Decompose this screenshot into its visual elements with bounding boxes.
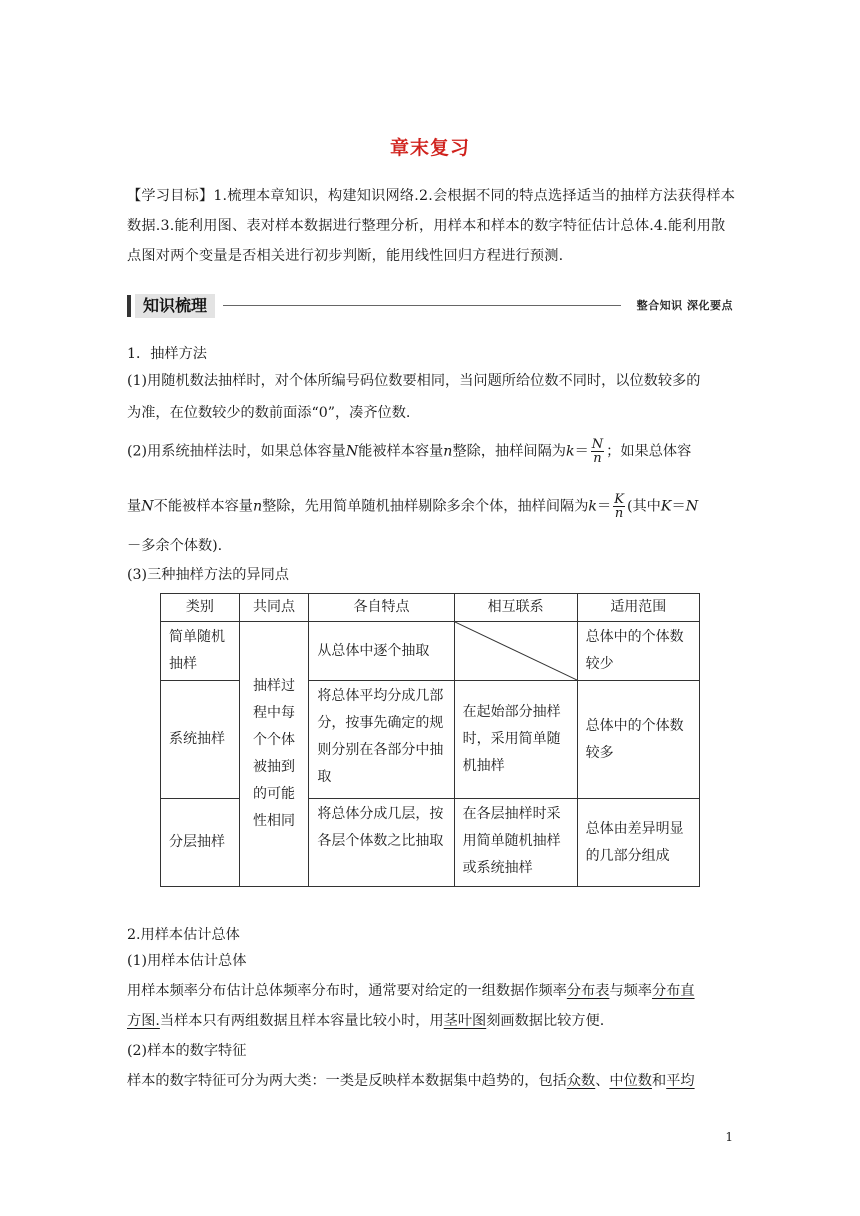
s1-p4: －多余个体数). [127,538,223,554]
cell-feature: 将总体分成几层，按各层个体数之比抽取 [309,799,454,887]
answer-blank: 分布表 [566,983,610,999]
text: 和 [652,1073,667,1089]
equals-sign: ＝ [671,498,686,515]
page-title: 章末复习 [389,137,470,159]
s2-sub2: (2)样本的数字特征 [127,1043,247,1059]
s1-p5: (3)三种抽样方法的异同点 [127,567,289,583]
goals-tag: 【学习目标】 [127,188,214,204]
s1-heading: 1．抽样方法 [127,346,207,362]
s2-line2 [127,1010,737,1032]
text: (2)用系统抽样法时，如果总体容量 [127,443,346,460]
learning-goals [127,181,737,271]
var-n: n [252,498,263,515]
s2-line3 [127,1070,737,1092]
section-marker [127,295,131,317]
table-header-row [161,594,700,622]
s1-p2 [127,438,737,465]
cell-type: 系统抽样 [161,681,240,799]
cell-relation-empty [454,622,577,681]
page-number: 1 [725,1130,733,1144]
table-header: 适用范围 [577,594,699,622]
cell-feature: 从总体中逐个抽取 [309,622,454,681]
var-K: K [660,498,672,515]
diagonal-slash [455,622,577,680]
cell-common: 抽样过程中每个个体被抽到的可能性相同 [239,622,309,887]
fraction-numerator: N [591,437,604,452]
table-header: 各自特点 [309,594,454,622]
text: 不能被样本容量 [153,498,253,515]
var-N: N [685,498,699,515]
table-header: 类别 [161,594,240,622]
section-subtitle: 整合知识 深化要点 [636,299,733,312]
table-header: 共同点 [239,594,309,622]
s1-p1-line2: 为准，在位数较少的数前面添“0”，凑齐位数. [127,405,411,421]
cell-scope: 总体中的个体数较少 [577,622,699,681]
cell-type: 简单随机抽样 [161,622,240,681]
text: 与频率 [609,983,652,999]
text: 样本的数字特征可分为两大类：一类是反映样本数据集中趋势的，包括 [127,1073,567,1089]
answer-blank: 方图. [127,1013,160,1029]
equals-sign: ＝ [574,443,589,460]
cell-scope: 总体由差异明显的几部分组成 [577,799,699,887]
goals-text: 1.梳理本章知识，构建知识网络.2.会根据不同的特点选择适当的抽样方法获得样本数据.3.能利用图、表对样本数据进行整理分析，用样本和样本的数字特征估计总体.4.能利用散点图对两个变量是否相关进行初步判断，能用线性回归方程进行预测. [127,188,736,264]
sampling-methods-table [160,593,700,887]
text: 整除，先用简单随机抽样剔除多余个体，抽样间隔为 [262,498,589,515]
var-N: N [141,498,154,515]
fraction-numerator: K [614,492,624,507]
section-rule [223,305,621,306]
var-k: k [565,443,575,460]
section-label: 知识梳理 [135,294,215,318]
text: 刻画数据比较方便. [486,1013,605,1029]
answer-blank: 分布直 [651,983,695,999]
text: 当样本只有两组数据且样本容量比较小时，用 [159,1013,444,1029]
cell-feature: 将总体平均分成几部分，按事先确定的规则分别在各部分中抽取 [309,681,454,799]
text: 能被样本容量 [358,443,444,460]
text: 、 [595,1073,610,1089]
var-n: n [443,443,453,460]
answer-blank: 平均 [666,1073,695,1089]
answer-blank: 茎叶图 [443,1013,487,1029]
cell-relation: 在起始部分抽样时，采用简单随机抽样 [454,681,577,799]
s2-line1 [127,980,737,1002]
answer-blank: 中位数 [609,1073,652,1089]
text: ；如果总体容 [606,443,692,460]
var-N: N [345,443,359,460]
s1-p3 [127,493,737,520]
fraction-K-over-n [613,493,625,520]
fraction-denominator: n [593,451,602,466]
text: 整除，抽样间隔为 [452,443,566,460]
s2-sub1: (1)用样本估计总体 [127,953,247,969]
s2-heading: 2.用样本估计总体 [127,927,240,943]
equals-sign: ＝ [597,498,612,515]
cell-relation: 在各层抽样时采用简单随机抽样或系统抽样 [454,799,577,887]
fraction-N-over-n [591,438,604,465]
var-k: k [588,498,598,515]
text: (其中 [626,498,661,515]
s1-p1-line1: (1)用随机数法抽样时，对个体所编号码位数要相同，当问题所给位数不同时，以位数较多的 [127,373,701,389]
text: 用样本频率分布估计总体频率分布时，通常要对给定的一组数据作频率 [127,983,567,999]
cell-type: 分层抽样 [161,799,240,887]
answer-blank: 众数 [566,1073,596,1089]
section-header [127,293,733,319]
table-header: 相互联系 [454,594,577,622]
fraction-denominator: n [614,506,624,521]
table-row [161,622,700,681]
cell-scope: 总体中的个体数较多 [577,681,699,799]
text: 量 [127,498,142,515]
